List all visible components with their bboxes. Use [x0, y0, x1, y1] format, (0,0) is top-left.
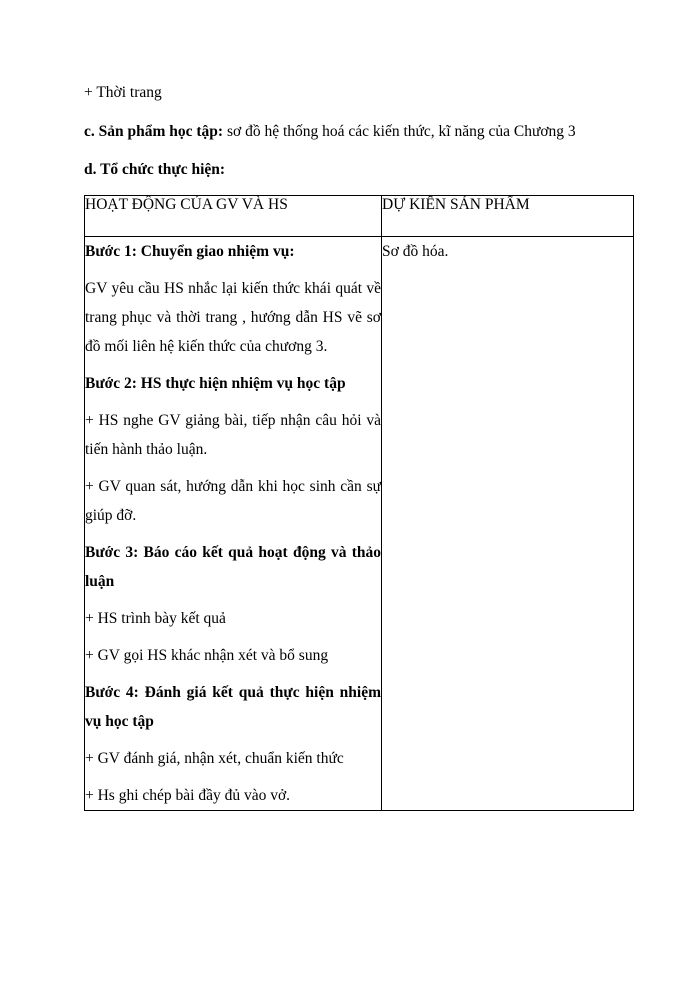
step2-title: Bước 2: HS thực hiện nhiệm vụ học tập [85, 375, 346, 392]
organize-label: d. Tổ chức thực hiện: [84, 161, 226, 178]
step1-body: GV yêu cầu HS nhắc lại kiến thức khái quát về trang phục và thời trang , hướng dẫn HS vẽ sơ đồ mối liên hệ kiến thức của chương 3. [85, 280, 381, 355]
intro-line-product [84, 123, 576, 141]
table-header-row [85, 196, 634, 237]
product-cell: Sơ đồ hóa. [382, 237, 634, 811]
intro-line-fashion: + Thời trang [84, 84, 162, 101]
product-text: sơ đồ hệ thống hoá các kiến thức, kĩ năng của Chương 3 [223, 123, 576, 140]
step2-item-1: + HS nghe GV giảng bài, tiếp nhận câu hỏi và tiến hành thảo luận. [85, 412, 381, 458]
table-row [85, 237, 634, 811]
step3-item-1: + HS trình bày kết quả [85, 610, 226, 627]
step4-item-1: + GV đánh giá, nhận xét, chuẩn kiến thức [85, 750, 344, 767]
step4-title: Bước 4: Đánh giá kết quả thực hiện nhiệm vụ học tập [85, 684, 381, 730]
step3-title: Bước 3: Báo cáo kết quả hoạt động và thảo luận [85, 544, 381, 590]
header-expected-product: DỰ KIẾN SẢN PHẨM [382, 196, 634, 237]
intro-line-organize [84, 161, 225, 179]
step2-item-2: + GV quan sát, hướng dẫn khi học sinh cần sự giúp đỡ. [85, 478, 381, 524]
step1-title: Bước 1: Chuyển giao nhiệm vụ: [85, 243, 295, 260]
product-label: c. Sản phẩm học tập: [84, 123, 224, 140]
activity-table [84, 195, 634, 811]
step3-item-2: + GV gọi HS khác nhận xét và bổ sung [85, 647, 329, 664]
activity-cell [85, 237, 382, 811]
step4-item-2: + Hs ghi chép bài đầy đủ vào vở. [85, 787, 291, 804]
header-activity: HOẠT ĐỘNG CỦA GV VÀ HS [85, 196, 382, 237]
